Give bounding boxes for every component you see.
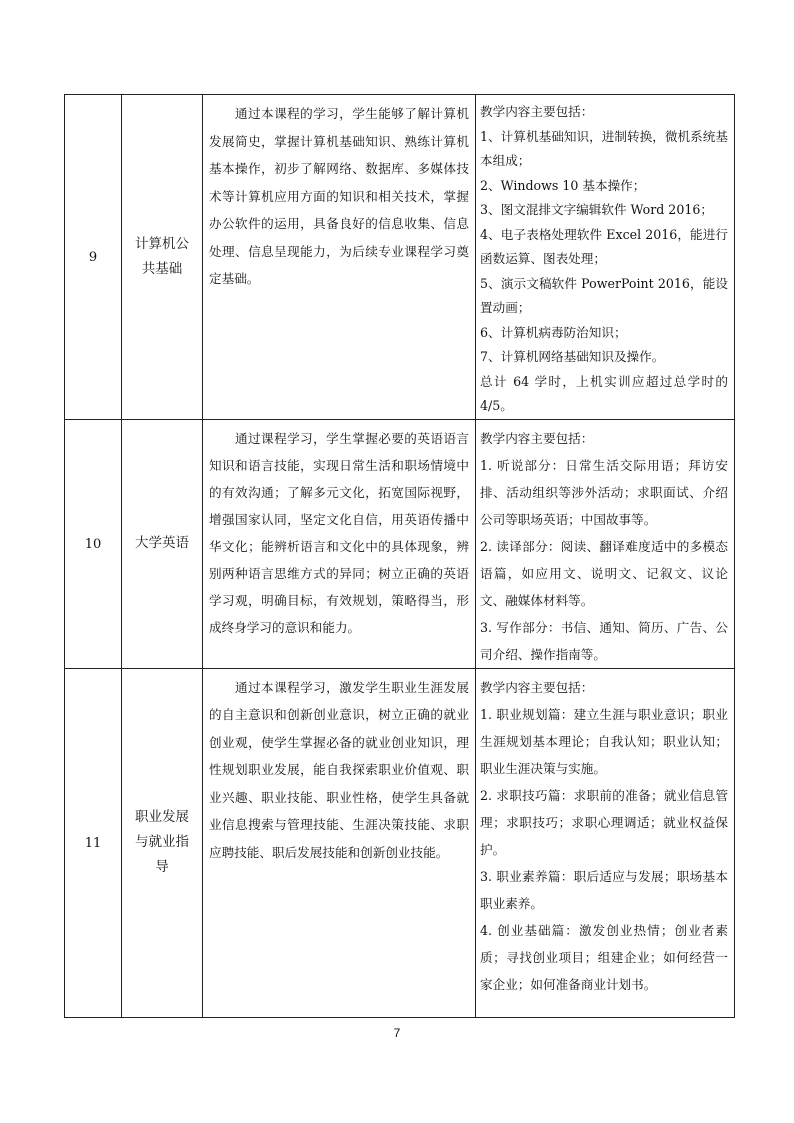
course-objective: 通过本课程学习，激发学生职业生涯发展的自主意识和创新创业意识，树立正确的就业创业观，使学生掌握必备的就业创业知识，理性规划职业发展，能自我探索职业价值观、职业兴趣、职业技能、职业性格，使学生具备就业信息搜索与管理技能、生涯决策技能、求职应聘技能、职后发展技能和创新创业技能。 bbox=[209, 679, 469, 860]
course-name-cell bbox=[122, 668, 203, 1017]
course-objective-cell bbox=[203, 668, 476, 1017]
course-content-cell bbox=[476, 419, 735, 668]
course-number: 9 bbox=[88, 249, 98, 265]
content-item: 1. 听说部分：日常生活交际用语；拜访安排、活动组织等涉外活动；求职面试、介绍公司等职场英语；中国故事等。 bbox=[480, 457, 728, 527]
content-item: 3. 职业素养篇：职后适应与发展；职场基本职业素养。 bbox=[480, 868, 728, 911]
page-number: 7 bbox=[393, 1026, 401, 1040]
course-name-cell bbox=[122, 95, 203, 420]
content-item: 1、计算机基础知识，进制转换，微机系统基本组成； bbox=[480, 128, 728, 168]
course-row bbox=[65, 668, 735, 1017]
content-item: 3. 写作部分：书信、通知、简历、广告、公司介绍、操作指南等。 bbox=[480, 619, 728, 662]
content-heading: 教学内容主要包括： bbox=[480, 679, 594, 695]
course-name: 计算机公共基础 bbox=[135, 235, 189, 277]
content-list bbox=[476, 452, 734, 668]
course-name: 职业发展与就业指导 bbox=[135, 809, 189, 875]
content-item: 5、演示文稿软件 PowerPoint 2016，能设置动画； bbox=[480, 275, 728, 315]
course-number-cell bbox=[65, 95, 122, 420]
course-content-cell bbox=[476, 95, 735, 420]
content-item: 7、计算机网络基础知识及操作。 bbox=[480, 349, 665, 364]
content-item: 1. 职业规划篇：建立生涯与职业意识；职业生涯规划基本理论；自我认知；职业认知；职业生涯决策与实施。 bbox=[480, 706, 728, 776]
course-number: 10 bbox=[84, 536, 102, 552]
course-table bbox=[64, 94, 735, 1018]
course-row bbox=[65, 419, 735, 668]
course-objective: 通过课程学习，学生掌握必要的英语语言知识和语言技能，实现日常生活和职场情境中的有效沟通；了解多元文化，拓宽国际视野，增强国家认同，坚定文化自信，用英语传播中华文化；能辨析语言和文化中的具体现象，辨别两种语言思维方式的异同；树立正确的英语学习观，明确目标，有效规划，策略得当，形成终身学习的意识和能力。 bbox=[209, 430, 469, 635]
content-item: 4、电子表格处理软件 Excel 2016，能进行函数运算、图表处理； bbox=[480, 226, 728, 266]
content-heading: 教学内容主要包括： bbox=[480, 430, 594, 446]
content-item: 2、Windows 10 基本操作； bbox=[480, 177, 646, 193]
content-list bbox=[476, 125, 734, 419]
content-item: 2. 读译部分：阅读、翻译难度适中的多模态语篇，如应用文、说明文、记叙文、议论文、融媒体材料等。 bbox=[480, 538, 728, 608]
course-name: 大学英语 bbox=[135, 535, 189, 551]
content-heading: 教学内容主要包括： bbox=[480, 104, 594, 119]
content-item: 总计 64 学时，上机实训应超过总学时的 4/5。 bbox=[480, 373, 728, 413]
content-item: 3、图文混排文字编辑软件 Word 2016； bbox=[480, 202, 713, 217]
course-objective-cell bbox=[203, 419, 476, 668]
course-objective: 通过本课程的学习，学生能够了解计算机发展简史，掌握计算机基础知识、熟练计算机基本操作，初步了解网络、数据库、多媒体技术等计算机应用方面的知识和相关技术，掌握办公软件的运用，具备良好的信息收集、信息处理、信息呈现能力，为后续专业课程学习奠定基础。 bbox=[209, 106, 469, 286]
content-list bbox=[476, 701, 734, 998]
course-objective-cell bbox=[203, 95, 476, 420]
content-item: 4. 创业基础篇：激发创业热情；创业者素质；寻找创业项目；组建企业；如何经营一家企业；如何准备商业计划书。 bbox=[480, 922, 728, 992]
content-item: 2. 求职技巧篇：求职前的准备；就业信息管理；求职技巧；求职心理调适；就业权益保护。 bbox=[480, 787, 728, 857]
course-number: 11 bbox=[84, 835, 102, 851]
course-number-cell bbox=[65, 419, 122, 668]
course-number-cell bbox=[65, 668, 122, 1017]
course-row bbox=[65, 95, 735, 420]
course-name-cell bbox=[122, 419, 203, 668]
content-item: 6、计算机病毒防治知识； bbox=[480, 324, 627, 340]
course-content-cell bbox=[476, 668, 735, 1017]
